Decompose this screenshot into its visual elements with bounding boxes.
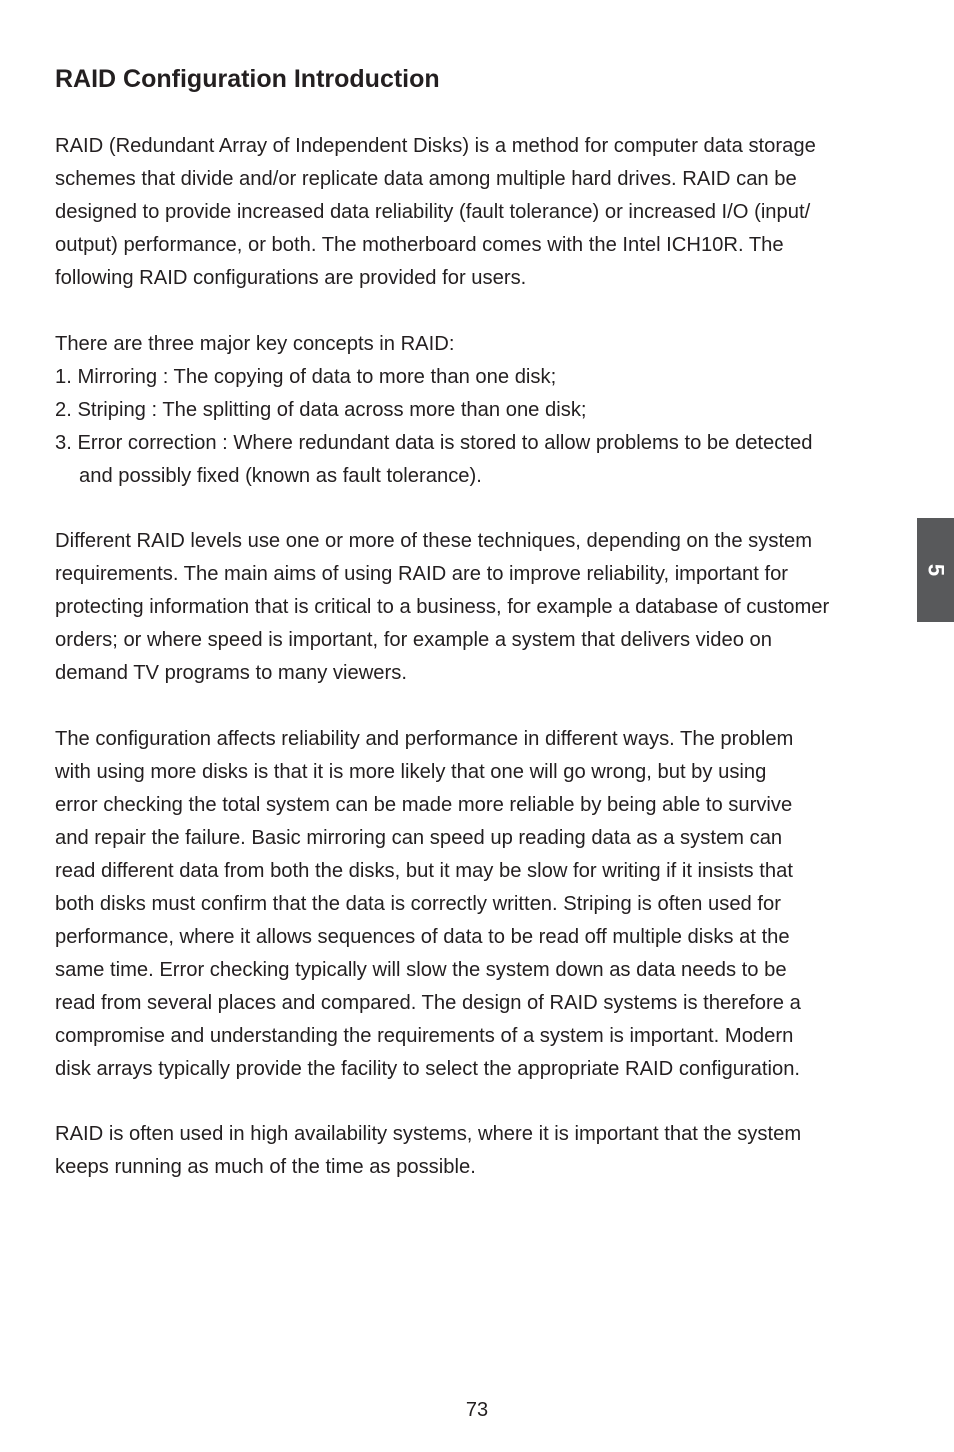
paragraph-line: error checking the total system can be made more reliable by being able to survive [55, 794, 793, 816]
paragraph-line: read from several places and compared. The design of RAID systems is therefore a [55, 992, 801, 1014]
chapter-tab [917, 518, 954, 622]
raid-levels-paragraph [55, 525, 829, 690]
paragraph-line: disk arrays typically provide the facility to select the appropriate RAID configuration. [55, 1058, 801, 1080]
paragraph-line: RAID (Redundant Array of Independent Disks) is a method for computer data storage [55, 135, 816, 157]
paragraph-line: with using more disks is that it is more likely that one will go wrong, but by using [55, 761, 767, 783]
paragraph-line: both disks must confirm that the data is correctly written. Striping is often used for [55, 893, 781, 915]
concepts-lead: There are three major key concepts in RAID: [55, 333, 455, 355]
concept-list-item: 1. Mirroring : The copying of data to more than one disk; [55, 366, 557, 388]
paragraph-line: compromise and understanding the requirements of a system is important. Modern [55, 1025, 794, 1047]
paragraph-line: designed to provide increased data reliability (fault tolerance) or increased I/O (input/ [55, 201, 811, 223]
paragraph-line: output) performance, or both. The motherboard comes with the Intel ICH10R. The [55, 234, 784, 256]
paragraph-line: Different RAID levels use one or more of these techniques, depending on the system [55, 530, 813, 552]
paragraph-line: orders; or where speed is important, for example a system that delivers video on [55, 629, 772, 651]
paragraph-line: same time. Error checking typically will slow the system down as data needs to be [55, 959, 787, 981]
paragraph-line: protecting information that is critical to a business, for example a database of customer [55, 596, 830, 618]
concept-list-item: 3. Error correction : Where redundant data is stored to allow problems to be detected [55, 432, 813, 454]
paragraph-line: The configuration affects reliability and performance in different ways. The problem [55, 728, 794, 750]
paragraph-line: read different data from both the disks, but it may be slow for writing if it insists that [55, 860, 793, 882]
paragraph-line: requirements. The main aims of using RAID are to improve reliability, important for [55, 563, 789, 585]
paragraph-line: following RAID configurations are provided for users. [55, 267, 527, 289]
concepts-section [55, 328, 812, 493]
chapter-number: 5 [923, 563, 949, 577]
paragraph-line: keeps running as much of the time as possible. [55, 1156, 476, 1178]
paragraph-line: and repair the failure. Basic mirroring can speed up reading data as a system can [55, 827, 783, 849]
concept-list-item-continuation: and possibly fixed (known as fault tolerance). [79, 465, 482, 487]
paragraph-line: performance, where it allows sequences of data to be read off multiple disks at the [55, 926, 790, 948]
page-title: RAID Configuration Introduction [55, 65, 440, 93]
page-number: 73 [465, 1399, 489, 1421]
intro-paragraph [55, 130, 816, 295]
paragraph-line: demand TV programs to many viewers. [55, 662, 407, 684]
paragraph-line: RAID is often used in high availability systems, where it is important that the system [55, 1123, 802, 1145]
paragraph-line: schemes that divide and/or replicate data among multiple hard drives. RAID can be [55, 168, 797, 190]
concept-list-item: 2. Striping : The splitting of data across more than one disk; [55, 399, 587, 421]
configuration-paragraph [55, 723, 801, 1086]
availability-paragraph [55, 1118, 801, 1184]
